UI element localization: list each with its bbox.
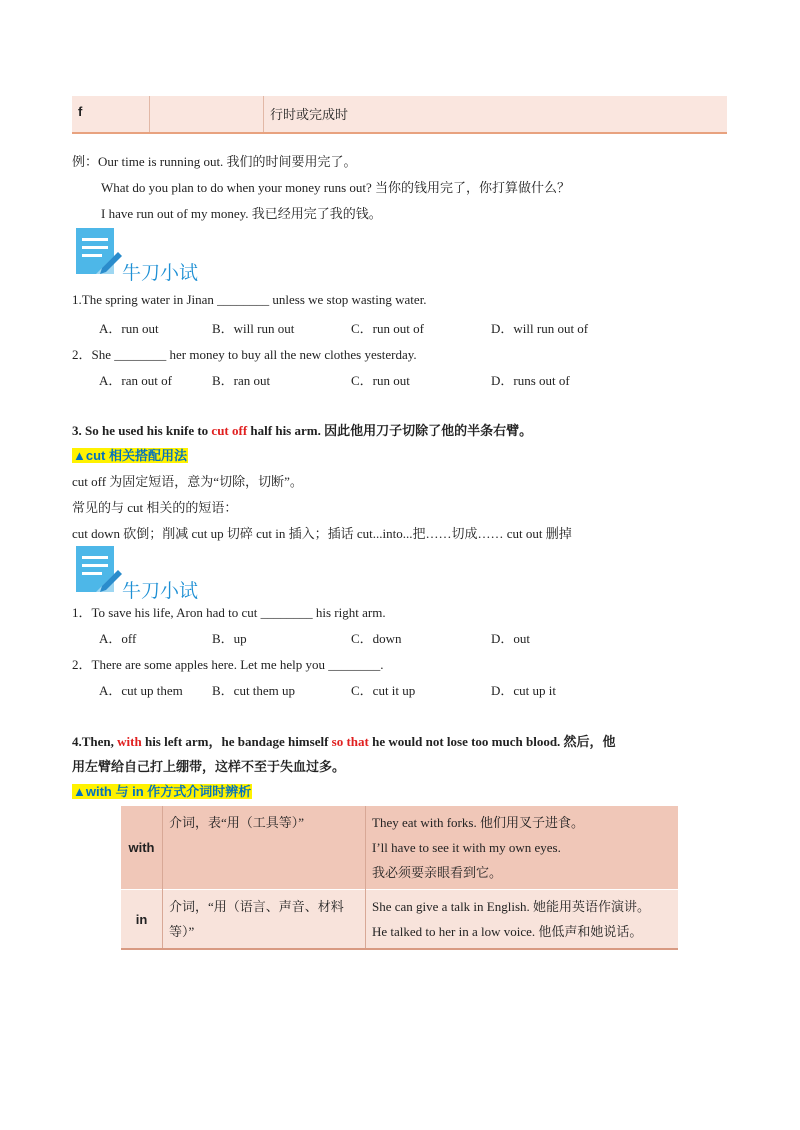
example-text: She can give a talk in English. 她能用英语作演讲。	[372, 899, 651, 914]
example-label: 例：	[72, 154, 99, 169]
table-row	[121, 806, 678, 890]
quiz2-q2-option-c: C．cut it up	[351, 683, 416, 698]
point3-heading	[72, 420, 532, 439]
point3-phrases: cut down 砍倒；削减 cut up 切碎 cut in 插入；插话 cut...into...把……切成…… cut out 删掉	[72, 526, 572, 541]
point4-so-that: so that	[331, 734, 369, 749]
table-cell-empty	[150, 96, 264, 132]
practice-badge-label: 牛刀小试	[122, 262, 199, 284]
point3-phrase: cut off	[211, 423, 248, 438]
point4-tag-text: ▲with 与 in 作方式介词时辨析	[73, 784, 252, 799]
example-text: 我必须要亲眼看到它。	[372, 865, 503, 880]
quiz1-q1-option-b: B．will run out	[212, 321, 295, 336]
quiz1-q1-option-c: C．run out of	[351, 321, 424, 336]
quiz1-q1-option-d: D．will run out of	[491, 321, 589, 336]
row-meaning: 介词，“用（语言、声音、材料等）”	[163, 890, 366, 950]
point4-with: with	[117, 734, 142, 749]
example-text: They eat with forks. 他们用叉子进食。	[372, 815, 584, 830]
practice-badge-label-2: 牛刀小试	[122, 580, 199, 602]
quiz1-q2-option-b: B．ran out	[212, 373, 271, 388]
example-text: I’ll have to see it with my own eyes.	[372, 840, 561, 855]
quiz1-question-1: 1.The spring water in Jinan ________ unless we stop wasting water.	[72, 292, 427, 307]
example-line-1	[72, 151, 357, 170]
notepad-pencil-icon	[74, 546, 126, 602]
table-cell-key: f	[72, 96, 150, 132]
point4-part-1: 4.Then,	[72, 734, 118, 749]
point4-tag	[72, 781, 252, 800]
quiz2-q2-option-b: B．cut them up	[212, 683, 296, 698]
point4-part-3: he would not lose too much blood. 然后，他	[368, 734, 616, 749]
row-examples	[366, 890, 679, 950]
point4-part-2: his left arm，he bandage himself	[141, 734, 332, 749]
row-examples	[366, 806, 679, 890]
quiz1-q1-option-a: A．run out	[99, 321, 159, 336]
practice-badge	[74, 228, 214, 284]
point3-common-label: 常见的与 cut 相关的的短语：	[72, 500, 238, 515]
top-table-row	[72, 96, 727, 134]
notepad-pencil-icon	[74, 228, 126, 284]
row-meaning: 介词，表“用（工具等）”	[163, 806, 366, 890]
row-key: in	[121, 890, 163, 950]
point3-pre: 3. So he used his knife to	[72, 423, 212, 438]
practice-badge-2	[74, 546, 214, 602]
point4-heading-line-2: 用左臂给自己打上绷带，这样不至于失血过多。	[72, 759, 346, 774]
point3-tag-text: ▲cut 相关搭配用法	[73, 448, 187, 463]
table-row	[121, 890, 678, 950]
quiz2-question-2: 2．There are some apples here. Let me help you ________.	[72, 657, 384, 672]
quiz2-q2-option-a: A．cut up them	[99, 683, 183, 698]
example-sentence-2: What do you plan to do when your money runs out? 当你的钱用完了，你打算做什么？	[101, 180, 571, 195]
quiz1-question-2: 2．She ________ her money to buy all the new clothes yesterday.	[72, 347, 417, 362]
point4-heading	[72, 731, 616, 750]
example-sentence-1: Our time is running out. 我们的时间要用完了。	[98, 154, 357, 169]
quiz2-question-1: 1．To save his life, Aron had to cut ________ his right arm.	[72, 605, 386, 620]
quiz2-q2-option-d: D．cut up it	[491, 683, 556, 698]
quiz2-q1-option-b: B．up	[212, 631, 247, 646]
row-key: with	[121, 806, 163, 890]
quiz2-q1-option-c: C．down	[351, 631, 402, 646]
point3-tag	[72, 445, 188, 464]
with-in-table	[121, 806, 678, 950]
example-sentence-3: I have run out of my money. 我已经用完了我的钱。	[101, 206, 382, 221]
quiz1-q2-option-d: D．runs out of	[491, 373, 570, 388]
point3-post: half his arm. 因此他用刀子切除了他的半条右臂。	[247, 423, 533, 438]
quiz1-q2-option-a: A．ran out of	[99, 373, 172, 388]
quiz2-q1-option-a: A．off	[99, 631, 137, 646]
quiz2-q1-option-d: D．out	[491, 631, 531, 646]
example-text: He talked to her in a low voice. 他低声和她说话。	[372, 924, 643, 939]
point3-definition: cut off 为固定短语，意为“切除，切断”。	[72, 474, 303, 489]
quiz1-q2-option-c: C．run out	[351, 373, 410, 388]
table-cell-text: 行时或完成时	[270, 108, 349, 123]
